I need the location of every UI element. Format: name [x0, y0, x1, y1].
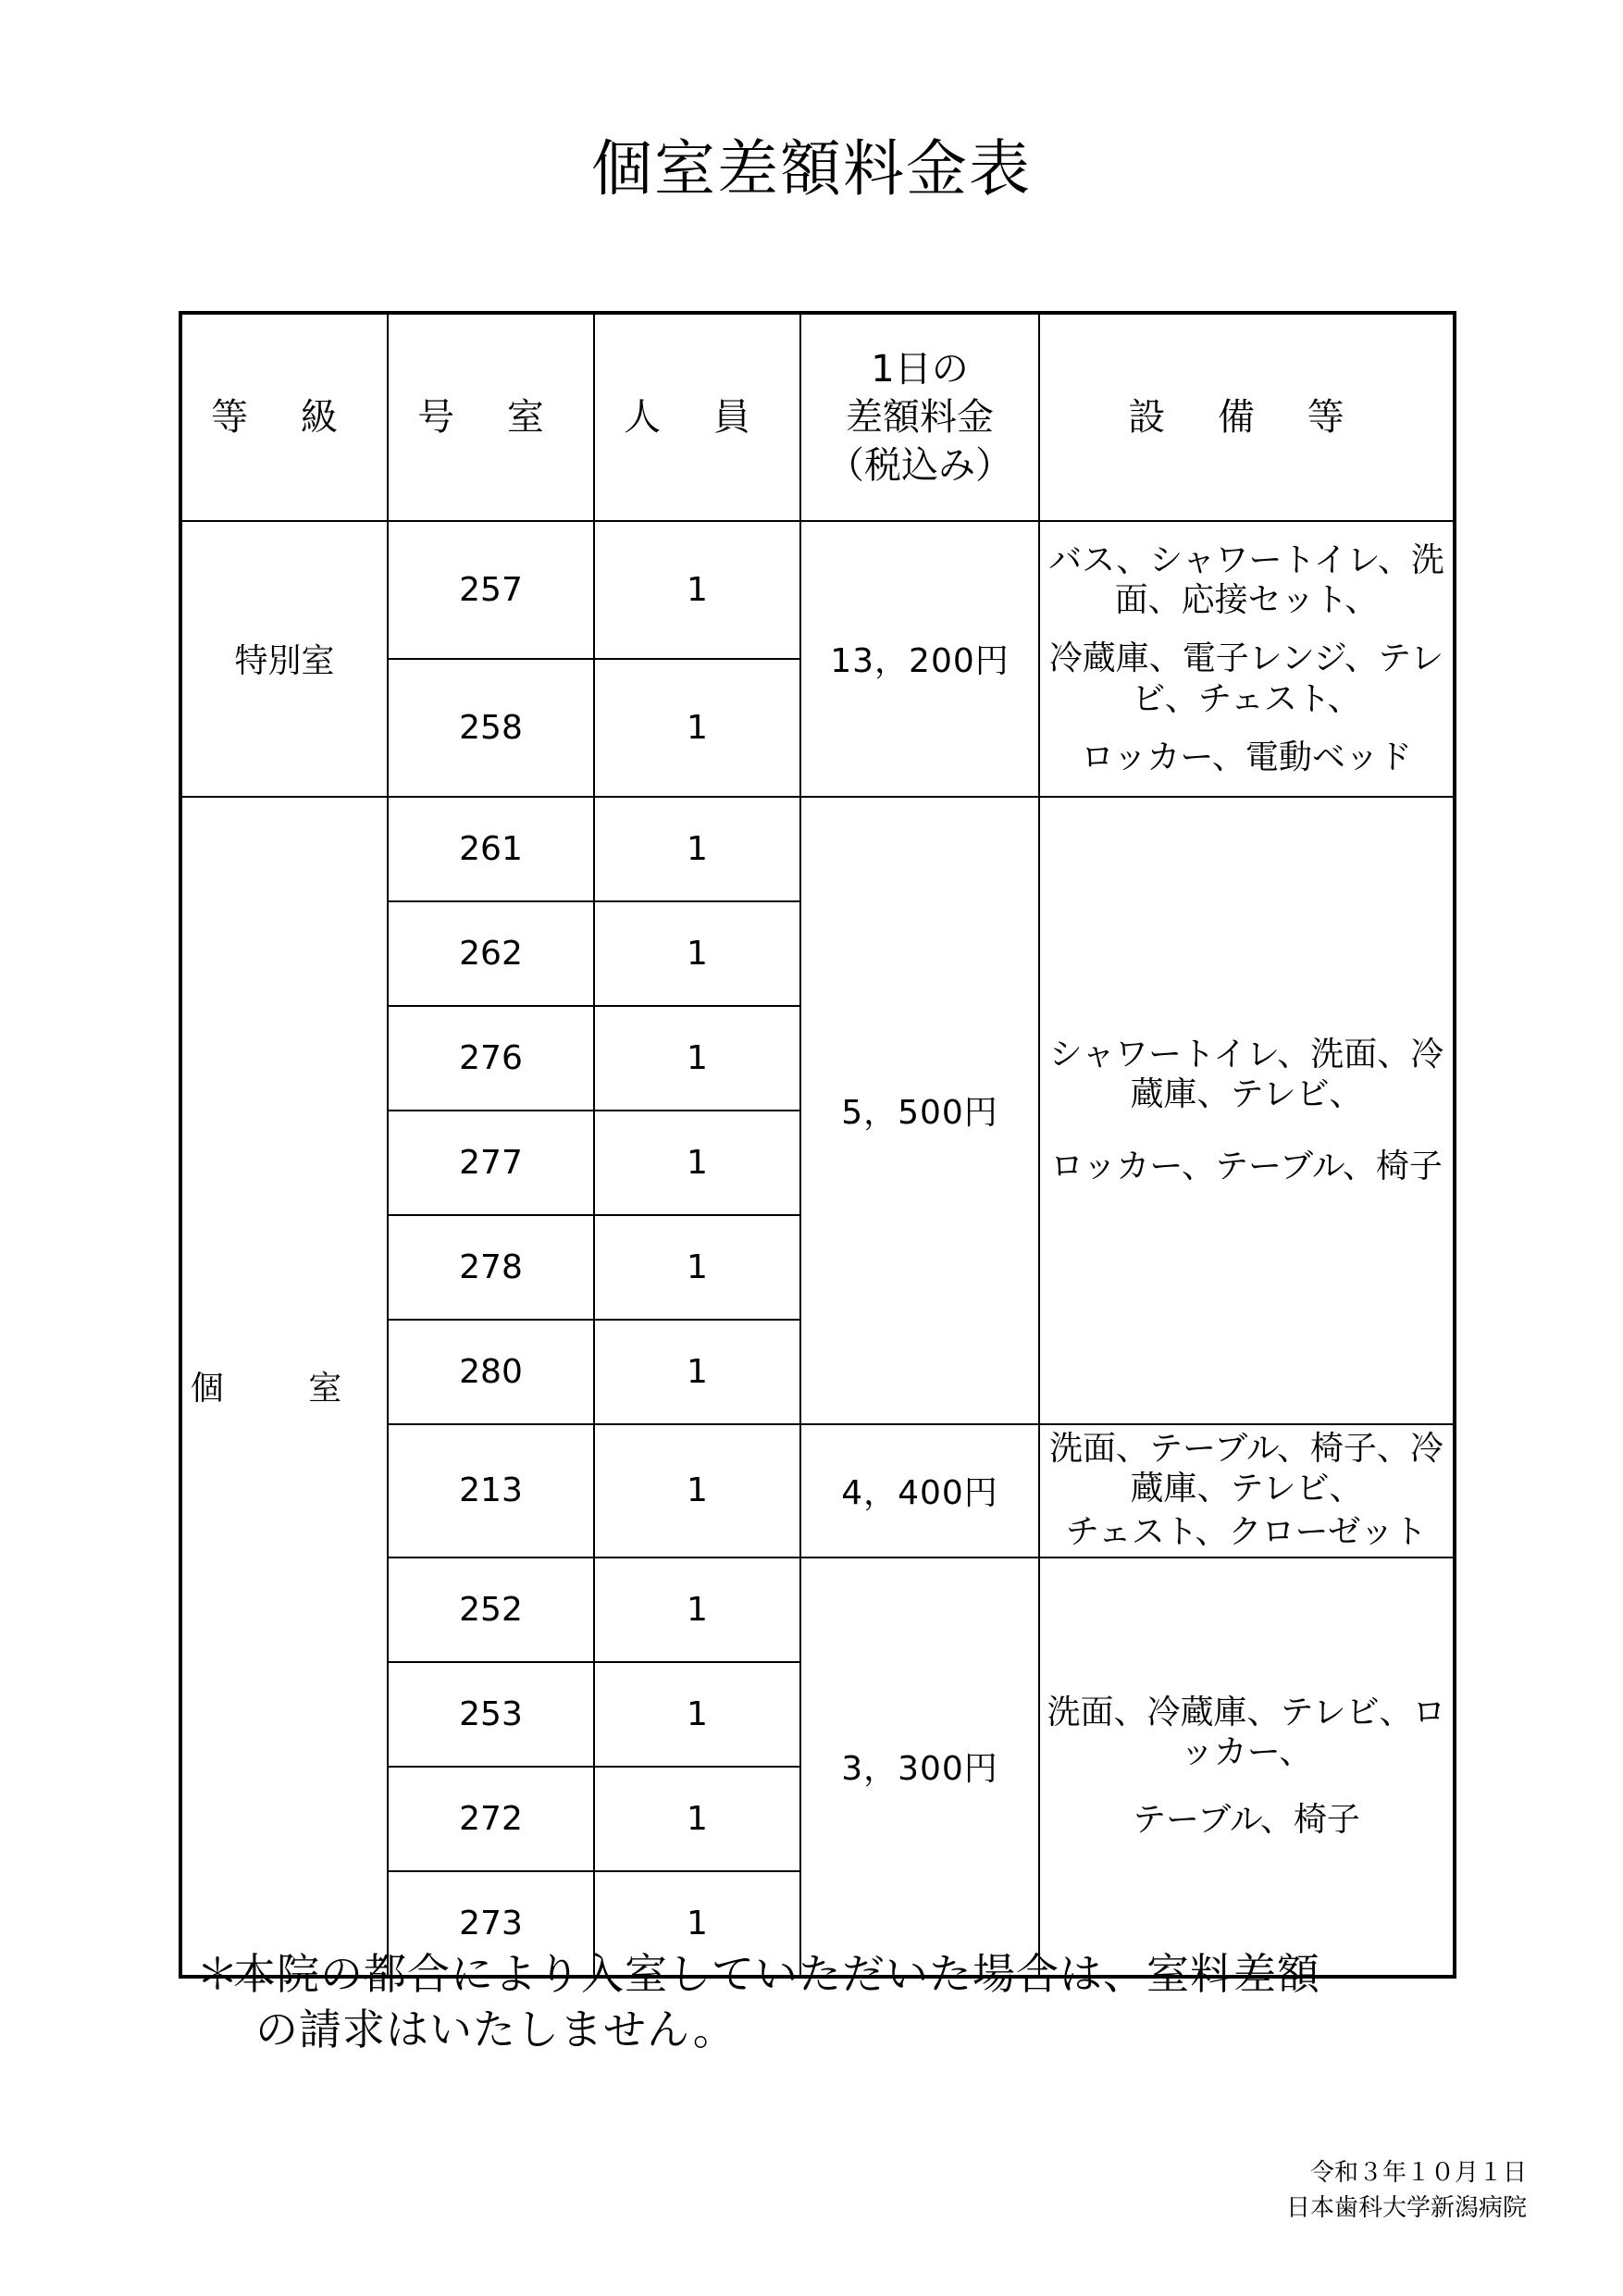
- fee-private-b: 4，400円: [800, 1424, 1039, 1558]
- table-header-row: [180, 313, 1455, 521]
- equipment-private-b: [1039, 1424, 1455, 1558]
- header-room: 号 室: [388, 313, 594, 521]
- note-asterisk: ＊: [196, 1949, 240, 1999]
- room-number: 272: [388, 1767, 594, 1871]
- persons-count: 1: [594, 1662, 800, 1767]
- persons-count: 1: [594, 1111, 800, 1215]
- equipment-line: 洗面、テーブル、椅子、冷蔵庫、テレビ、: [1049, 1429, 1443, 1508]
- equipment-line: シャワートイレ、洗面、冷蔵庫、テレビ、: [1048, 1036, 1444, 1114]
- room-number: 257: [388, 521, 594, 659]
- header-fee: [800, 313, 1039, 521]
- note-line2: の請求はいたしません。: [255, 2004, 737, 2054]
- persons-count: 1: [594, 901, 800, 1006]
- persons-count: 1: [594, 1767, 800, 1871]
- room-number: 262: [388, 901, 594, 1006]
- header-fee-line3: （税込み）: [827, 444, 1012, 487]
- persons-count: 1: [594, 521, 800, 659]
- room-number: 253: [388, 1662, 594, 1767]
- persons-count: 1: [594, 1871, 800, 1977]
- room-number: 258: [388, 659, 594, 797]
- equipment-line: ロッカー、電動ベッド: [1081, 738, 1412, 776]
- room-number: 278: [388, 1215, 594, 1320]
- header-grade: 等 級: [180, 313, 388, 521]
- persons-count: 1: [594, 1006, 800, 1111]
- persons-count: 1: [594, 1320, 800, 1424]
- note-line1: 本院の都合により入室していただいた場合は、室料差額: [233, 1949, 1320, 1999]
- fee-private-a: 5，500円: [800, 797, 1039, 1424]
- fee-table: [179, 311, 1456, 1979]
- persons-count: 1: [594, 1215, 800, 1320]
- equipment-private-c: [1039, 1558, 1455, 1977]
- room-number: 276: [388, 1006, 594, 1111]
- equipment-special: [1039, 521, 1455, 797]
- equipment-line: テーブル、椅子: [1133, 1801, 1360, 1840]
- equipment-line: バス、シャワートイレ、洗面、応接セット、: [1048, 541, 1444, 620]
- equipment-line: チェスト、クローゼット: [1065, 1513, 1428, 1552]
- grade-private: 個 室: [180, 797, 388, 1977]
- header-fee-line1: 1日の: [871, 348, 969, 391]
- equipment-line: ロッカー、テーブル、椅子: [1050, 1147, 1443, 1185]
- issue-date: 令和３年１０月１日: [1309, 2159, 1527, 2187]
- header-fee-line2: 差額料金: [846, 396, 994, 439]
- room-number: 277: [388, 1111, 594, 1215]
- room-number: 213: [388, 1424, 594, 1558]
- room-number: 273: [388, 1871, 594, 1977]
- table-row: [180, 797, 1455, 901]
- table-row: [180, 521, 1455, 659]
- equipment-line: 洗面、冷蔵庫、テレビ、ロッカー、: [1047, 1693, 1446, 1771]
- equipment-private-a: [1039, 797, 1455, 1424]
- persons-count: 1: [594, 659, 800, 797]
- page-title: 個室差額料金表: [591, 133, 1032, 205]
- header-equipment: 設 備 等: [1039, 313, 1455, 521]
- room-number: 261: [388, 797, 594, 901]
- persons-count: 1: [594, 797, 800, 901]
- footer: [1286, 2156, 1527, 2226]
- fee-special: 13，200円: [800, 521, 1039, 797]
- persons-count: 1: [594, 1558, 800, 1662]
- fee-private-c: 3，300円: [800, 1558, 1039, 1977]
- grade-special: 特別室: [180, 521, 388, 797]
- policy-note: [196, 1947, 1320, 2058]
- header-persons: 人 員: [594, 313, 800, 521]
- equipment-line: 冷蔵庫、電子レンジ、テレビ、チェスト、: [1048, 639, 1444, 718]
- hospital-name: 日本歯科大学新潟病院: [1285, 2193, 1527, 2222]
- room-number: 280: [388, 1320, 594, 1424]
- room-number: 252: [388, 1558, 594, 1662]
- persons-count: 1: [594, 1424, 800, 1558]
